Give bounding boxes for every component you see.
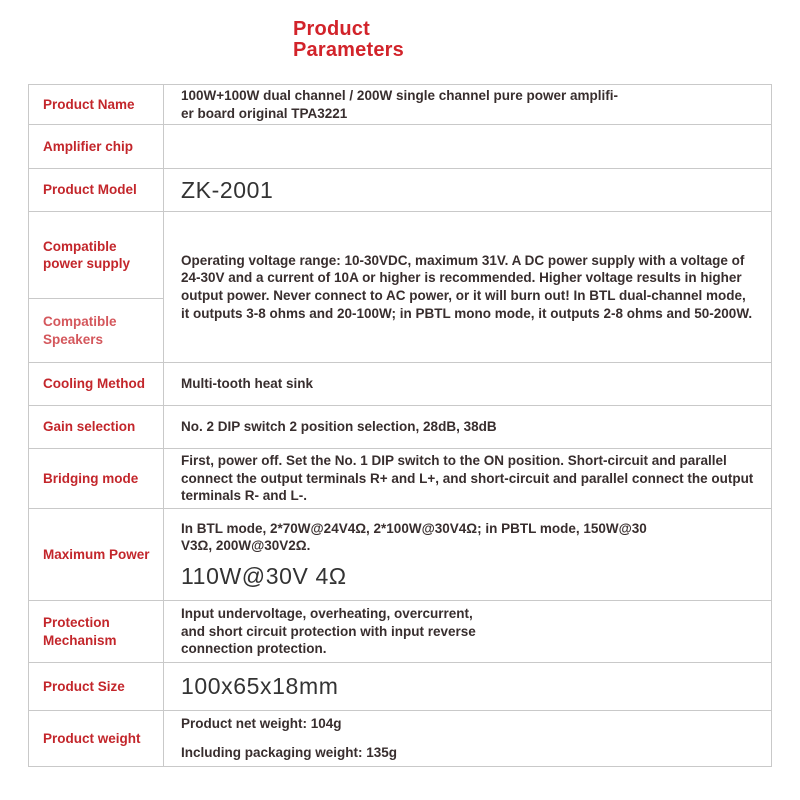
table-row-protection-mechanism (29, 601, 771, 663)
product-net-weight: Product net weight: 104g (181, 716, 342, 732)
product-name-value-line1: 100W+100W dual channel / 200W single channel pure power amplifi- (181, 87, 618, 103)
amplifier-chip-label: Amplifier chip (29, 125, 164, 168)
product-weight-value (164, 711, 771, 766)
compatible-power-supply-label: Compatible power supply (29, 212, 164, 299)
product-model-value (164, 169, 771, 211)
protection-line3: connection protection. (181, 641, 327, 657)
product-size-label: Product Size (29, 663, 164, 710)
product-name-label: Product Name (29, 85, 164, 124)
product-size-value-text: 100x65x18mm (181, 673, 339, 700)
table-row-cooling-method (29, 363, 771, 406)
table-row-maximum-power (29, 509, 771, 601)
table-row-product-size (29, 663, 771, 711)
compatible-speakers-label: Compatible Speakers (29, 299, 164, 362)
maximum-power-big-value: 110W@30V 4Ω (181, 562, 347, 589)
protection-line1: Input undervoltage, overheating, overcurrent, (181, 606, 473, 622)
protection-mechanism-value (164, 601, 771, 662)
product-model-value-text: ZK-2001 (181, 176, 274, 203)
product-packaging-weight: Including packaging weight: 135g (181, 745, 398, 760)
page-title-line1: Product (293, 18, 370, 40)
maximum-power-value (164, 509, 771, 600)
product-name-value-line2: er board original TPA3221 (181, 105, 348, 121)
page-title (293, 19, 404, 61)
protection-line2: and short circuit protection with input reverse (181, 623, 476, 639)
product-model-label: Product Model (29, 169, 164, 211)
bridging-mode-value: First, power off. Set the No. 1 DIP switch to the ON position. Short-circuit and parallel connect the output terminals R+ and L+, and short-circuit and parallel connect the output terminals R- and L-. (181, 453, 754, 504)
spec-table (28, 84, 772, 767)
cooling-method-label: Cooling Method (29, 363, 164, 405)
product-size-value (164, 663, 771, 710)
table-row-product-weight (29, 711, 771, 766)
compatible-label-stack (29, 212, 164, 362)
maximum-power-label: Maximum Power (29, 509, 164, 600)
table-row-product-model (29, 169, 771, 212)
table-row-amplifier-chip (29, 125, 771, 169)
table-row-compatible (29, 212, 771, 363)
protection-mechanism-label: Protection Mechanism (29, 601, 164, 662)
product-name-value (164, 85, 771, 124)
page-title-line2: Parameters (293, 39, 404, 61)
product-weight-label: Product weight (29, 711, 164, 766)
gain-selection-value: No. 2 DIP switch 2 position selection, 28dB, 38dB (181, 419, 497, 435)
compatible-value: Operating voltage range: 10-30VDC, maximum 31V. A DC power supply with a voltage of 24-30V and a current of 10A or higher is recommended. Higher voltage results in higher output power. Never connect to AC power, or it will burn out! In BTL dual-channel mode, it outputs 3-8 ohms and 20-100W; in PBTL mono mode, it outputs 2-8 ohms and 50-200W. (181, 252, 753, 321)
cooling-method-value: Multi-tooth heat sink (181, 376, 313, 392)
table-row-gain-selection (29, 406, 771, 449)
amplifier-chip-value (164, 125, 771, 168)
gain-selection-label: Gain selection (29, 406, 164, 448)
table-row-product-name (29, 85, 771, 125)
maximum-power-small-line2: V3Ω, 200W@30V2Ω. (181, 538, 311, 554)
table-row-bridging-mode (29, 449, 771, 509)
bridging-mode-label: Bridging mode (29, 449, 164, 508)
maximum-power-small-line1: In BTL mode, 2*70W@24V4Ω, 2*100W@30V4Ω; in PBTL mode, 150W@30 (181, 520, 647, 536)
